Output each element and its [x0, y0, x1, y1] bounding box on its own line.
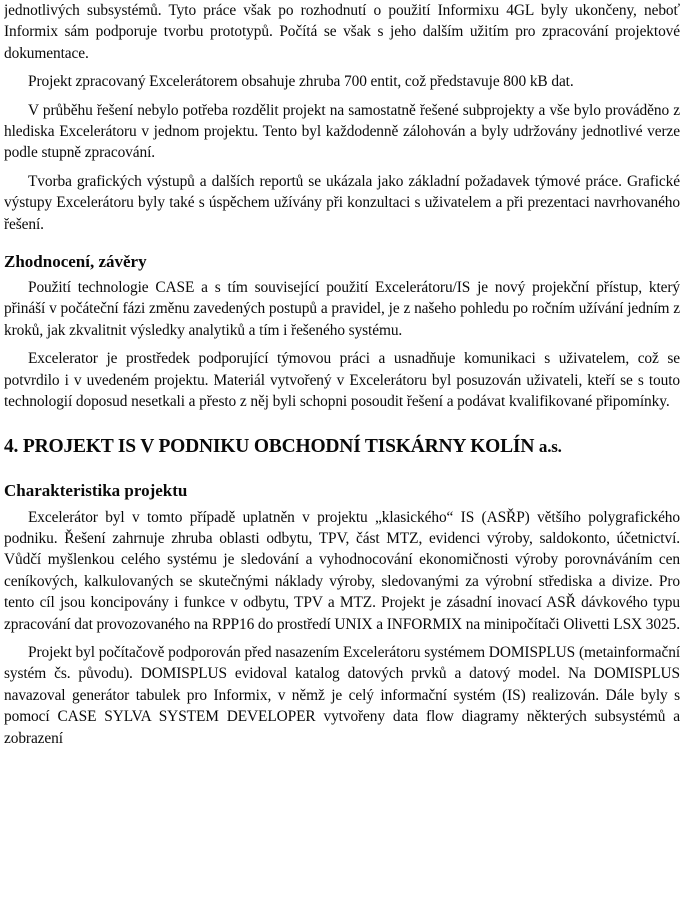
chapter-heading-suffix: a.s.: [538, 436, 562, 456]
paragraph-project-characteristics: Excelerátor byl v tomto případě uplatněn v projektu „klasického“ IS (ASŘP) většího polygrafického podniku. Řešení zahrnuje zhruba oblasti odbytu, TPV, část MTZ, evidenci výroby, saldokonto, účetnictví. Vůdčí myšlenkou celého systému je sledování a vyhodnocování ekonomičnosti výroby porovnáváním cen ceníkových, kalkulovaných se skutečnými náklady výroby, sledovanými za výrobní střediska a divize. Pro tento cíl jsou koncipovány i funkce v odbytu, TPV a MTZ. Projekt je zásadní inovací ASŘ dávkového typu zpracování dat provozovaného na RPP16 do prostředí UNIX a INFORMIX na minipočítači Olivetti LSX 3025.: [4, 508, 680, 633]
document-page: [4, 0, 680, 918]
paragraph-case-technology: Použití technologie CASE a s tím související použití Excelerátoru/IS je nový projekční přístup, který přináší v počáteční fázi změnu zavedených postupů a pravidel, je z našeho pohledu po ročním užívání jedním z kroků, jak zkvalitnit výsledky analytiků a tím i řešeného systému.: [4, 279, 680, 339]
chapter-heading-main: 4. PROJEKT IS V PODNIKU OBCHODNÍ TISKÁRNY KOLÍN: [4, 435, 535, 457]
paragraph-single-project: V průběhu řešení nebylo potřeba rozdělit projekt na samostatně řešené subprojekty a vše bylo prováděno z hlediska Excelerátoru v jednom projektu. Tento byl každodenně zálohován a byly udržovány jednotlivé verze podle stupně zpracování.: [4, 101, 680, 162]
paragraph-subsystems: jednotlivých subsystémů. Tyto práce však po rozhodnutí o použití Informixu 4GL byly ukončeny, neboť Informix sám podporuje tvorbu prototypů. Počítá se však s jeho dalším užitím pro zpracování projektové dokumentace.: [4, 2, 680, 62]
chapter-heading: [4, 435, 680, 459]
paragraph-graphic-outputs: Tvorba grafických výstupů a dalších reportů se ukázala jako základní požadavek týmové práce. Grafické výstupy Excelerátoru byly také s úspěchem užívány při konzultaci s uživatelem a při prezentaci navrhovaného řešení.: [4, 172, 680, 233]
paragraph-project-size: Projekt zpracovaný Excelerátorem obsahuje zhruba 700 entit, což představuje 800 kB dat.: [28, 73, 574, 91]
paragraph-domisplus: Projekt byl počítačově podporován před nasazením Excelerátoru systémem DOMISPLUS (metainformační systém čs. původu). DOMISPLUS evidoval katalog datových prvků a datový model. Na DOMISPLUS navazoval generátor tabulek pro Informix, v němž je celý informační systém (IS) realizován. Dále byly s pomocí CASE SYLVA SYSTEM DEVELOPER vytvořeny data flow diagramy některých subsystémů a zobrazení: [4, 643, 680, 747]
section-heading-characteristics: Charakteristika projektu: [4, 480, 188, 500]
section-heading-conclusions: Zhodnocení, závěry: [4, 252, 147, 272]
paragraph-teamwork: Excelerator je prostředek podporující týmovou práci a usnadňuje komunikaci s uživatelem, což se potvrdilo i v uvedeném projektu. Materiál vytvořený v Excelerátoru byl posuzován uživateli, kteří se s touto technologií doposud nesetkali a přesto z něj byli schopni posoudit řešení a podávat kvalifikované připomínky.: [4, 350, 680, 411]
